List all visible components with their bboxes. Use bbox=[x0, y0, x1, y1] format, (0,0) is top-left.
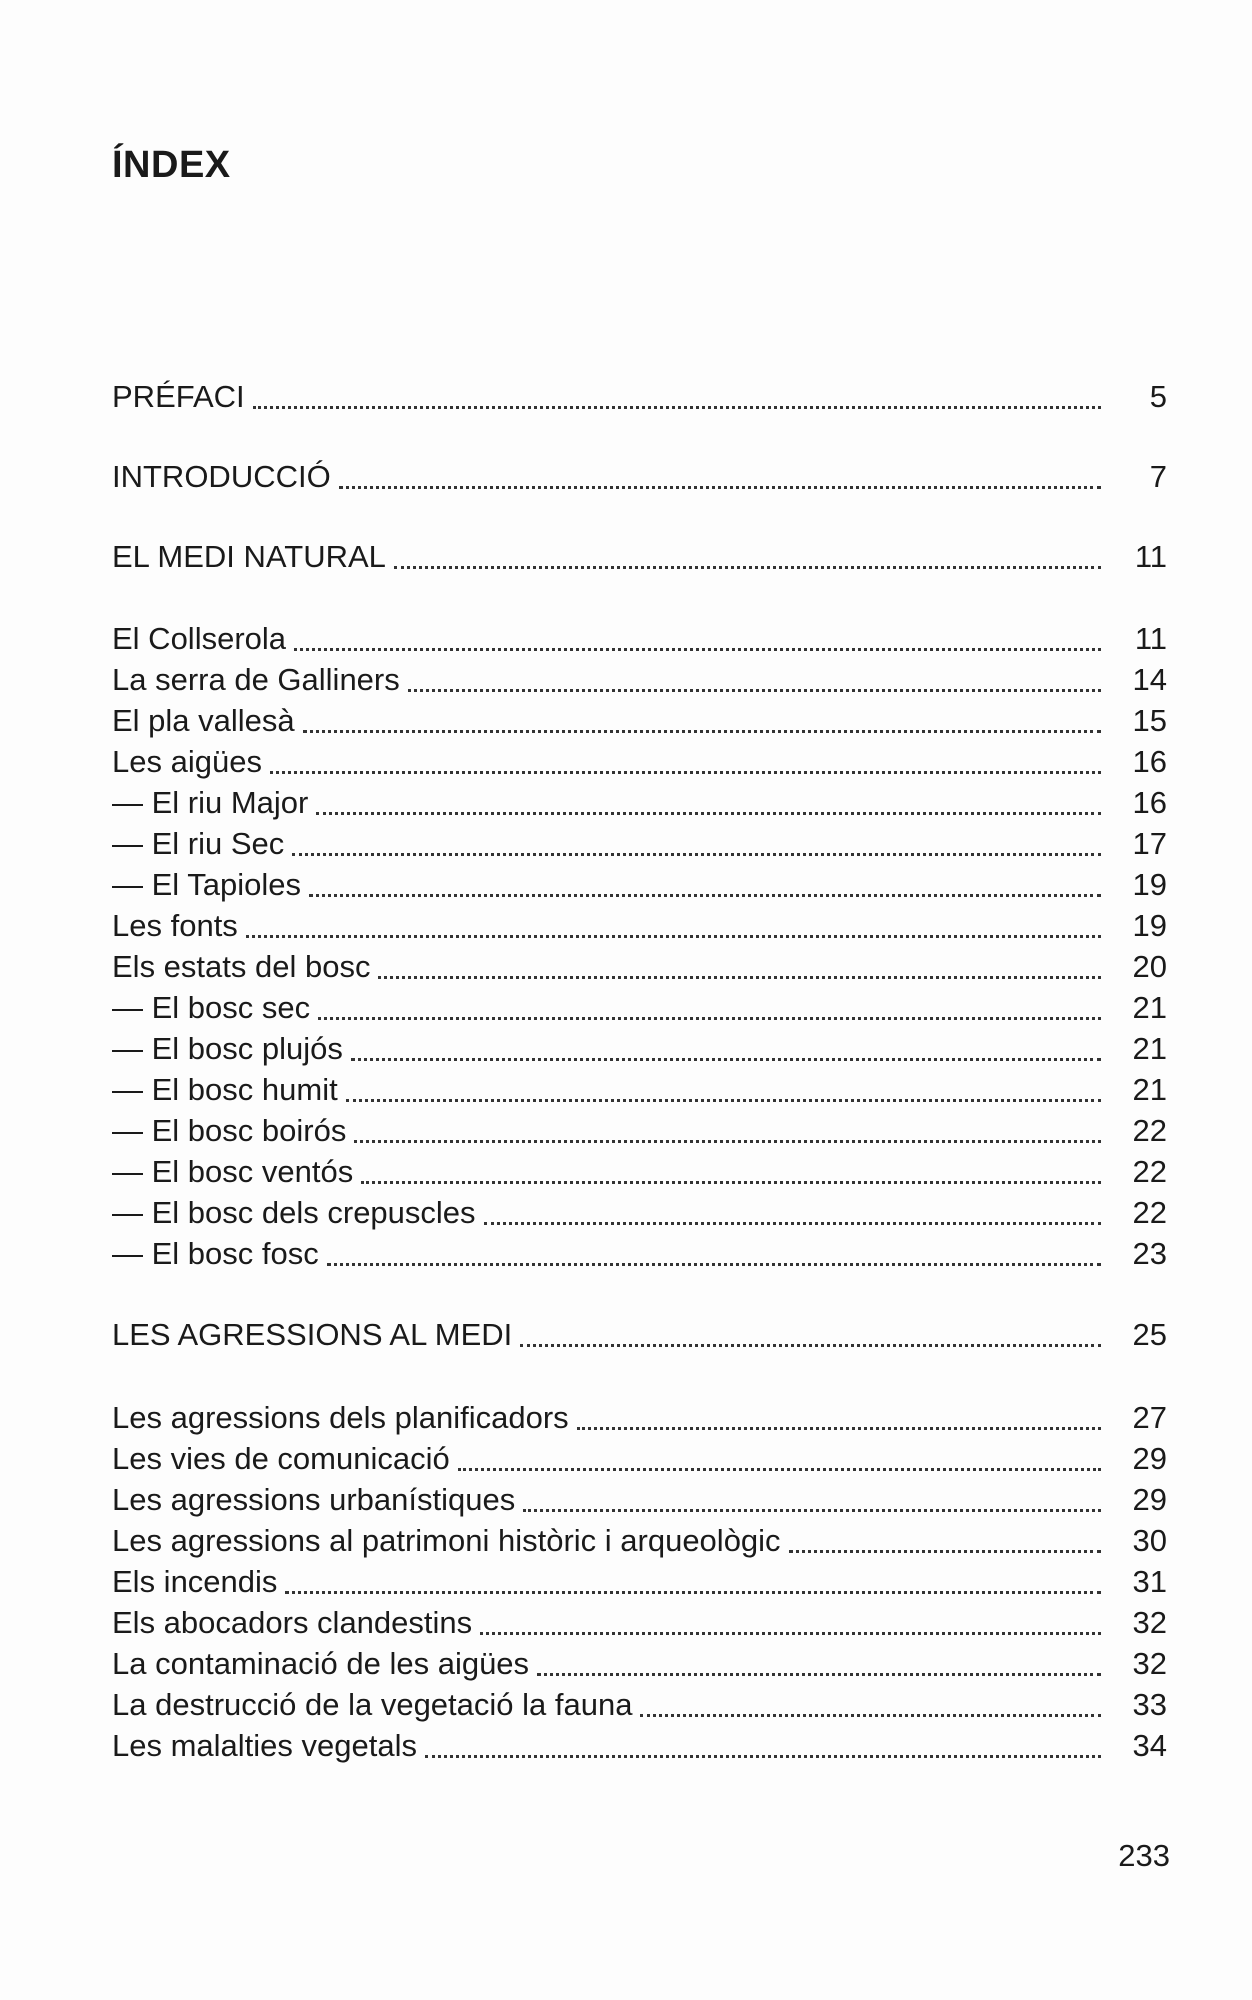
toc-entry bbox=[112, 1563, 1167, 1601]
toc-entry-label: La destrucció de la vegetació la fauna bbox=[112, 1687, 633, 1722]
toc-entry-page: 16 bbox=[1132, 785, 1167, 820]
dot-leader bbox=[789, 1546, 1101, 1553]
toc-entry-label: Els incendis bbox=[112, 1564, 278, 1599]
toc-entry bbox=[112, 538, 1167, 576]
toc-entry-page: 27 bbox=[1132, 1400, 1167, 1435]
toc-entry-label: Les malalties vegetals bbox=[112, 1728, 417, 1763]
toc-entry-page: 20 bbox=[1132, 949, 1167, 984]
toc-entry bbox=[112, 1153, 1167, 1191]
toc-entry-page: 29 bbox=[1132, 1441, 1167, 1476]
toc-entry-label: — El bosc ventós bbox=[112, 1154, 354, 1189]
toc-entry-page: 25 bbox=[1132, 1317, 1167, 1352]
page-number: 233 bbox=[1118, 1838, 1170, 1873]
dot-leader bbox=[327, 1259, 1101, 1266]
toc-entry-label: Les aigües bbox=[112, 744, 262, 779]
toc-entry-page: 15 bbox=[1132, 703, 1167, 738]
dot-leader bbox=[361, 1177, 1101, 1184]
toc-entry bbox=[112, 1194, 1167, 1232]
dot-leader bbox=[339, 482, 1101, 489]
toc-entry bbox=[112, 1645, 1167, 1683]
toc-entry-page: 11 bbox=[1134, 621, 1167, 656]
dot-leader bbox=[270, 767, 1101, 774]
dot-leader bbox=[480, 1628, 1101, 1635]
toc-entry-page: 31 bbox=[1132, 1564, 1167, 1599]
toc-entry bbox=[112, 1686, 1167, 1724]
dot-leader bbox=[458, 1464, 1101, 1471]
toc-entry-page: 7 bbox=[1149, 459, 1167, 494]
toc-entry-label: PRÉFACI bbox=[112, 379, 245, 414]
toc-entry-label: Les agressions dels planificadors bbox=[112, 1400, 569, 1435]
toc-entry-page: 17 bbox=[1132, 826, 1167, 861]
dot-leader bbox=[408, 685, 1101, 692]
toc-entry bbox=[112, 1235, 1167, 1273]
dot-leader bbox=[346, 1095, 1101, 1102]
index-title: ÍNDEX bbox=[112, 144, 231, 186]
toc-entry bbox=[112, 1316, 1167, 1354]
toc-entry-page: 23 bbox=[1132, 1236, 1167, 1271]
toc-entry bbox=[112, 825, 1167, 863]
dot-leader bbox=[318, 1013, 1101, 1020]
toc-entry-label: — El bosc humit bbox=[112, 1072, 338, 1107]
dot-leader bbox=[378, 972, 1101, 979]
dot-leader bbox=[246, 931, 1101, 938]
dot-leader bbox=[303, 726, 1101, 733]
toc-entry-page: 11 bbox=[1134, 539, 1167, 574]
toc-entry bbox=[112, 1481, 1167, 1519]
dot-leader bbox=[253, 402, 1101, 409]
dot-leader bbox=[316, 808, 1101, 815]
toc-entry bbox=[112, 1604, 1167, 1642]
dot-leader bbox=[354, 1136, 1101, 1143]
toc-entry-page: 29 bbox=[1132, 1482, 1167, 1517]
toc-entry-label: — El bosc fosc bbox=[112, 1236, 319, 1271]
table-of-contents bbox=[112, 0, 1167, 2000]
dot-leader bbox=[394, 562, 1101, 569]
toc-entry-page: 5 bbox=[1149, 379, 1167, 414]
toc-entry-label: El pla vallesà bbox=[112, 703, 295, 738]
toc-entry bbox=[112, 661, 1167, 699]
dot-leader bbox=[309, 890, 1101, 897]
toc-entry bbox=[112, 378, 1167, 416]
toc-entry-page: 30 bbox=[1132, 1523, 1167, 1558]
toc-entry bbox=[112, 458, 1167, 496]
toc-entry-page: 33 bbox=[1132, 1687, 1167, 1722]
dot-leader bbox=[294, 644, 1101, 651]
toc-entry-label: Els abocadors clandestins bbox=[112, 1605, 473, 1640]
toc-entry-label: — El Tapioles bbox=[112, 867, 301, 902]
toc-entry-label: La contaminació de les aigües bbox=[112, 1646, 530, 1681]
toc-entry-page: 19 bbox=[1132, 908, 1167, 943]
toc-entry bbox=[112, 989, 1167, 1027]
toc-entry bbox=[112, 1727, 1167, 1765]
toc-entry-page: 21 bbox=[1132, 1031, 1167, 1066]
toc-entry bbox=[112, 1030, 1167, 1068]
toc-entry bbox=[112, 743, 1167, 781]
toc-entry bbox=[112, 1399, 1167, 1437]
toc-entry bbox=[112, 1522, 1167, 1560]
toc-entry-label: — El riu Sec bbox=[112, 826, 285, 861]
toc-entry-page: 22 bbox=[1132, 1113, 1167, 1148]
toc-entry-page: 22 bbox=[1132, 1195, 1167, 1230]
toc-entry-page: 32 bbox=[1132, 1605, 1167, 1640]
dot-leader bbox=[640, 1710, 1101, 1717]
dot-leader bbox=[523, 1505, 1101, 1512]
toc-entry-label: — El riu Major bbox=[112, 785, 309, 820]
toc-entry-label: El Collserola bbox=[112, 621, 287, 656]
dot-leader bbox=[520, 1340, 1101, 1347]
toc-entry-label: — El bosc plujós bbox=[112, 1031, 343, 1066]
toc-entry-label: La serra de Galliners bbox=[112, 662, 400, 697]
toc-entry-label: LES AGRESSIONS AL MEDI bbox=[112, 1317, 513, 1352]
toc-entry-label: Les vies de comunicació bbox=[112, 1441, 450, 1476]
dot-leader bbox=[425, 1751, 1101, 1758]
toc-entry-label: — El bosc sec bbox=[112, 990, 311, 1025]
toc-entry-label: Les agressions al patrimoni històric i arqueològic bbox=[112, 1523, 781, 1558]
toc-entry-label: — El bosc boirós bbox=[112, 1113, 347, 1148]
toc-entry-page: 22 bbox=[1132, 1154, 1167, 1189]
toc-entry-label: EL MEDI NATURAL bbox=[112, 539, 386, 574]
toc-entry-page: 21 bbox=[1132, 1072, 1167, 1107]
dot-leader bbox=[292, 849, 1101, 856]
toc-entry-page: 14 bbox=[1132, 662, 1167, 697]
toc-entry bbox=[112, 948, 1167, 986]
toc-entry bbox=[112, 1071, 1167, 1109]
toc-entry bbox=[112, 1112, 1167, 1150]
toc-entry-label: Les agressions urbanístiques bbox=[112, 1482, 516, 1517]
toc-entry-page: 34 bbox=[1132, 1728, 1167, 1763]
toc-entry-page: 32 bbox=[1132, 1646, 1167, 1681]
toc-entry-page: 19 bbox=[1132, 867, 1167, 902]
toc-entry-label: Els estats del bosc bbox=[112, 949, 371, 984]
toc-entry-page: 21 bbox=[1132, 990, 1167, 1025]
dot-leader bbox=[484, 1218, 1101, 1225]
dot-leader bbox=[537, 1669, 1101, 1676]
toc-entry bbox=[112, 702, 1167, 740]
dot-leader bbox=[351, 1054, 1101, 1061]
toc-entry bbox=[112, 866, 1167, 904]
toc-entry-label: — El bosc dels crepuscles bbox=[112, 1195, 476, 1230]
toc-entry-label: Les fonts bbox=[112, 908, 238, 943]
dot-leader bbox=[285, 1587, 1101, 1594]
toc-entry-label: INTRODUCCIÓ bbox=[112, 459, 331, 494]
toc-entry bbox=[112, 620, 1167, 658]
toc-entry bbox=[112, 784, 1167, 822]
toc-entry bbox=[112, 907, 1167, 945]
dot-leader bbox=[577, 1423, 1101, 1430]
toc-entry bbox=[112, 1440, 1167, 1478]
toc-entry-page: 16 bbox=[1132, 744, 1167, 779]
